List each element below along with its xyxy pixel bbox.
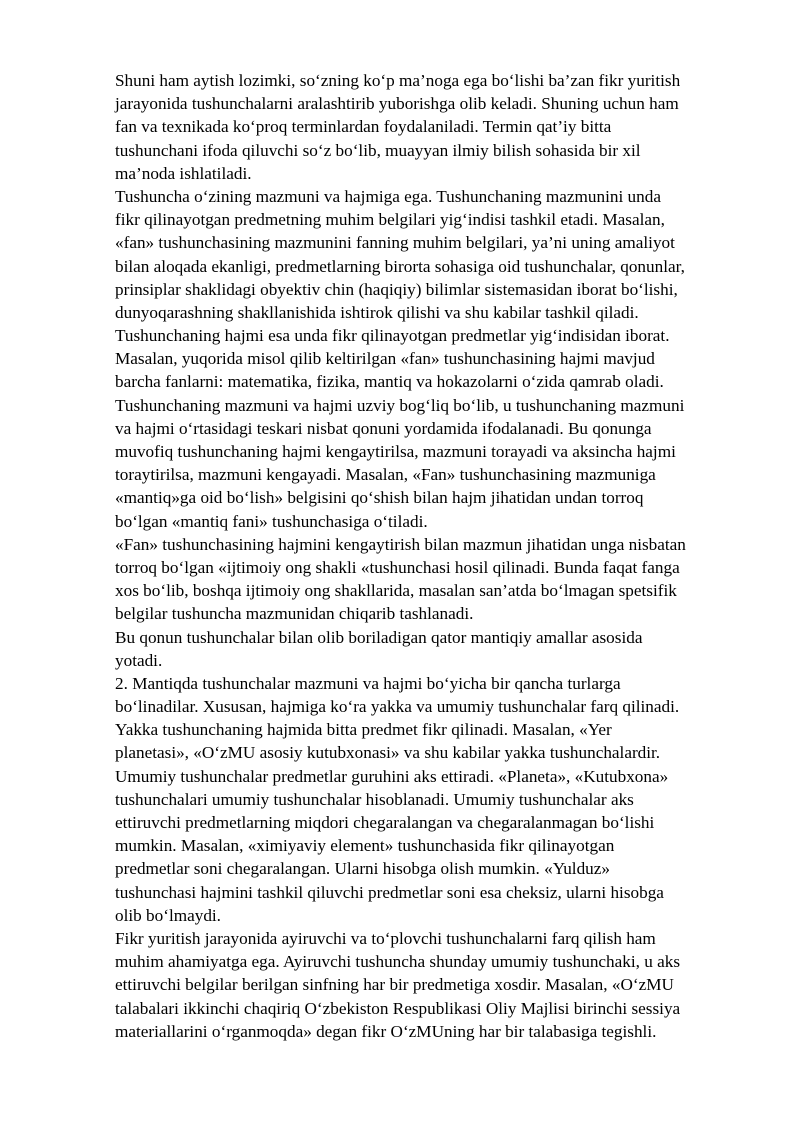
text-line: va hajmi o‘rtasidagi teskari nisbat qonuni yordamida ifodalanadi. Bu qonunga — [115, 418, 652, 438]
text-line: tushunchani ifoda qiluvchi so‘z bo‘lib, muayyan ilmiy bilish sohasida bir xil — [115, 140, 641, 160]
text-line: Tushuncha o‘zining mazmuni va hajmiga ega. Tushunchaning mazmunini unda — [115, 186, 661, 206]
text-line: fikr qilinayotgan predmetning muhim belgilari yig‘indisi tashkil etadi. Masalan, — [115, 210, 665, 230]
text-line: prinsiplar shaklidagi obyektiv chin (haqiqiy) bilimlar sistemasidan iborat bo‘lishi, — [115, 279, 678, 299]
text-line: Bu qonun tushunchalar bilan olib boriladigan qator mantiqiy amallar asosida — [115, 627, 643, 647]
text-line: belgilar tushuncha mazmunidan chiqarib tashlanadi. — [115, 604, 474, 624]
text-line: toraytirilsa, mazmuni kengayadi. Masalan, «Fan» tushunchasining mazmuniga — [115, 465, 656, 485]
text-line: fan va texnikada ko‘proq terminlardan foydalaniladi. Termin qat’iy bitta — [115, 117, 612, 137]
text-line: ettiruvchi belgilar berilgan sinfning har bir predmetiga xosdir. Masalan, «O‘zMU — [115, 975, 674, 995]
text-line: muvofiq tushunchaning hajmi kengaytirilsa, mazmuni torayadi va aksincha hajmi — [115, 442, 676, 461]
text-line: ma’noda ishlatiladi. — [115, 163, 252, 183]
text-line: jarayonida tushunchalarni aralashtirib yuborishga olib keladi. Shuning uchun ham — [115, 94, 679, 114]
text-line: olib bo‘lmaydi. — [115, 905, 221, 925]
text-line: Umumiy tushunchalar predmetlar guruhini aks ettiradi. «Planeta», «Kutubxona» — [115, 766, 669, 786]
text-line: «fan» tushunchasining mazmunini fanning muhim belgilari, ya’ni uning amaliyot — [115, 233, 675, 253]
text-line: Tushunchaning mazmuni va hajmi uzviy bog‘liq bo‘lib, u tushunchaning mazmuni — [115, 395, 685, 415]
text-line: planetasi», «O‘zMU asosiy kutubxonasi» va shu kabilar yakka tushunchalardir. — [115, 743, 661, 763]
text-line: bo‘linadilar. Xususan, hajmiga ko‘ra yakka va umumiy tushunchalar farq qilinadi. — [115, 697, 680, 717]
text-line: torroq bo‘lgan «ijtimoiy ong shakli «tushunchasi hosil qilinadi. Bunda faqat fanga — [115, 557, 680, 577]
text-line: Fikr yuritish jarayonida ayiruvchi va to‘plovchi tushunchalarni farq qilish ham — [115, 928, 656, 948]
text-line: Masalan, yuqorida misol qilib keltirilgan «fan» tushunchasining hajmi mavjud — [115, 349, 655, 369]
text-line: bo‘lgan «mantiq fani» tushunchasiga o‘tiladi. — [115, 511, 428, 531]
text-line: barcha fanlarni: matematika, fizika, mantiq va hokazolarni o‘zida qamrab oladi. — [115, 372, 664, 392]
text-line: tushunchasi hajmini tashkil qiluvchi predmetlar soni esa cheksiz, ularni hisobga — [115, 882, 664, 902]
text-line: Shuni ham aytish lozimki, so‘zning ko‘p ma’noga ega bo‘lishi ba’zan fikr yuritish — [115, 71, 681, 90]
text-line: «Fan» tushunchasining hajmini kengaytirish bilan mazmun jihatidan unga nisbatan — [115, 534, 686, 554]
text-line: muhim ahamiyatga ega. Ayiruvchi tushuncha shunday umumiy tushunchaki, u aks — [115, 952, 681, 972]
text-line: materiallarini o‘rganmoqda» degan fikr O‘zMUning har bir talabasiga tegishli. — [115, 1021, 657, 1041]
text-line: yotadi. — [115, 650, 163, 670]
document-body-text — [115, 69, 755, 1043]
text-line: ettiruvchi predmetlarning miqdori chegaralangan va chegaralanmagan bo‘lishi — [115, 813, 655, 832]
text-line: xos bo‘lib, boshqa ijtimoiy ong shakllarida, masalan san’atda bo‘lmagan spetsifik — [115, 581, 677, 601]
text-line: «mantiq»ga oid bo‘lish» belgisini qo‘shish bilan hajm jihatidan undan torroq — [115, 488, 644, 508]
text-line: mumkin. Masalan, «ximiyaviy element» tushunchasida fikr qilinayotgan — [115, 836, 615, 856]
text-line: predmetlar soni chegaralangan. Ularni hisobga olish mumkin. «Yulduz» — [115, 859, 610, 879]
text-line: 2. Mantiqda tushunchalar mazmuni va hajmi bo‘yicha bir qancha turlarga — [115, 673, 621, 693]
text-line: talabalari ikkinchi chaqiriq O‘zbekiston Respublikasi Oliy Majlisi birinchi sessiya — [115, 998, 681, 1018]
text-line: tushunchalari umumiy tushunchalar hisoblanadi. Umumiy tushunchalar aks — [115, 789, 634, 809]
text-line: bilan aloqada ekanligi, predmetlarning birorta sohasiga oid tushunchalar, qonunlar, — [115, 256, 685, 276]
text-line: Yakka tushunchaning hajmida bitta predmet fikr qilinadi. Masalan, «Yer — [115, 720, 612, 740]
text-line: dunyoqarashning shakllanishida ishtirok qilishi va shu kabilar tashkil qiladi. — [115, 302, 639, 322]
text-line: Tushunchaning hajmi esa unda fikr qilinayotgan predmetlar yig‘indisidan iborat. — [115, 326, 670, 346]
